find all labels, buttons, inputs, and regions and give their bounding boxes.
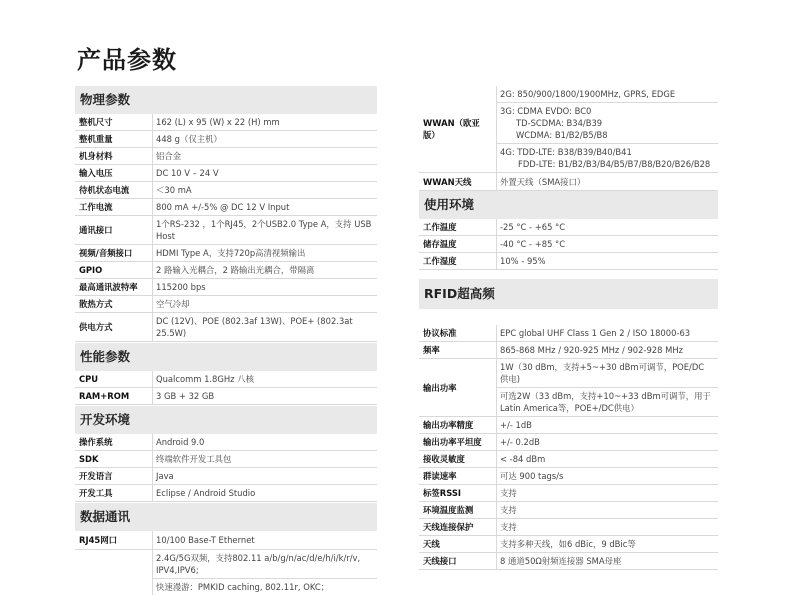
row-value: 162 (L) x 95 (W) x 22 (H) mm [156, 117, 280, 127]
row-value: DC (12V)、POE (802.3af 13W)、POE+ (802.3at 25.5W) [156, 316, 353, 338]
row-value: Eclipse / Android Studio [156, 488, 256, 498]
table-row [419, 253, 718, 270]
table-row [75, 468, 377, 485]
row-key: 视频/音频接口 [75, 245, 153, 261]
row-value-3g [497, 103, 718, 144]
row-key: WWAN天线 [419, 173, 497, 190]
table-row [75, 550, 377, 595]
row-value: 10% - 95% [500, 256, 546, 266]
row-value: 支持多种天线，如6 dBic，9 dBic等 [500, 539, 636, 549]
wwan-4g-line: FDD-LTE: B1/B2/B3/B4/B5/B7/B8/B20/B26/B28 [518, 159, 711, 169]
row-value: -25 °C - +65 °C [500, 222, 566, 232]
row-value: 可选2W（33 dBm，支持+10~+33 dBm可调节，用于 Latin America等，POE+/DC供电） [500, 391, 711, 413]
row-key: RJ45网口 [75, 531, 153, 549]
row-value: 1W（30 dBm，支持+5~+30 dBm可调节，POE/DC 供电) [497, 359, 718, 388]
table-row [419, 553, 718, 570]
row-key: 工作电流 [75, 199, 153, 215]
table-row [75, 245, 377, 262]
wwan-3g-line: TD-SCDMA: B34/B39 [516, 118, 603, 128]
row-value: 支持 [500, 522, 517, 532]
section-physical-title: 物理参数 [75, 86, 377, 114]
row-value: 支持 [500, 505, 517, 515]
env-table [419, 219, 718, 270]
table-row [75, 262, 377, 279]
row-value: 10/100 Base-T Ethernet [156, 535, 255, 545]
row-value: Qualcomm 1.8GHz 八核 [156, 374, 254, 384]
row-value: 865-868 MHz / 920-925 MHz / 902-928 MHz [500, 345, 684, 355]
table-row [419, 485, 718, 502]
table-row [419, 417, 718, 434]
table-row [75, 531, 377, 550]
row-value: Java [156, 471, 174, 481]
row-key: GPIO [75, 262, 153, 278]
row-key: 输出功率精度 [419, 417, 497, 433]
row-key: 开发工具 [75, 485, 153, 501]
performance-table [75, 371, 377, 405]
row-key: RAM+ROM [75, 388, 153, 404]
row-value: 空气冷却 [156, 299, 190, 309]
section-rfid-title: RFID超高频 [419, 279, 718, 309]
wwan-4g-line: 4G: TDD-LTE: B38/B39/B40/B41 [500, 147, 632, 157]
table-row [419, 236, 718, 253]
row-value: 448 g（仅主机） [156, 134, 222, 144]
table-row [419, 536, 718, 553]
section-comm-title: 数据通讯 [75, 503, 377, 531]
row-value: 800 mA +/-5% @ DC 12 V Input [156, 202, 290, 212]
row-key: 工作温度 [419, 219, 497, 235]
row-key: 操作系统 [75, 434, 153, 450]
row-value-4g [497, 144, 718, 172]
row-value: Android 9.0 [156, 437, 205, 447]
row-key: 供电方式 [75, 313, 153, 341]
row-key: 接收灵敏度 [419, 451, 497, 467]
table-row [419, 519, 718, 536]
table-row [75, 485, 377, 502]
row-value: < -84 dBm [500, 454, 546, 464]
row-key: 整机尺寸 [75, 114, 153, 130]
table-row [75, 371, 377, 388]
row-value: +/- 1dB [500, 420, 532, 430]
row-value: -40 °C - +85 °C [500, 239, 566, 249]
row-value: 支持 [500, 488, 517, 498]
row-value: 115200 bps [156, 282, 206, 292]
row-value: EPC global UHF Class 1 Gen 2 / ISO 18000-63 [500, 328, 691, 338]
row-key: 环境温度监测 [419, 502, 497, 518]
row-key: 储存温度 [419, 236, 497, 252]
row-key: 天线连接保护 [419, 519, 497, 535]
row-value: 可达 900 tags/s [500, 471, 564, 481]
row-value: DC 10 V – 24 V [156, 168, 219, 178]
table-row [75, 114, 377, 131]
table-row [75, 216, 377, 245]
table-row-wwan [419, 86, 718, 173]
table-row [75, 296, 377, 313]
table-row [419, 468, 718, 485]
section-env-title: 使用环境 [419, 191, 718, 219]
section-performance-title: 性能参数 [75, 343, 377, 371]
wwan-3g-line: 3G: CDMA EVDO: BC0 [500, 106, 592, 116]
physical-table [75, 114, 377, 342]
table-row [75, 199, 377, 216]
row-key: 机身材料 [75, 148, 153, 164]
row-key: 协议标准 [419, 325, 497, 341]
table-row [75, 182, 377, 199]
row-value: 终端软件开发工具包 [156, 454, 232, 464]
row-key: 天线接口 [419, 553, 497, 569]
row-key: 输出功率 [419, 359, 497, 416]
row-key: 群读速率 [419, 468, 497, 484]
row-key: 最高通讯波特率 [75, 279, 153, 295]
row-key-empty [75, 550, 153, 595]
wwan-3g-line: WCDMA: B1/B2/B5/B8 [516, 130, 608, 140]
row-value: 2G: 850/900/1800/1900MHz, GPRS, EDGE [497, 86, 718, 103]
row-key: 输出功率平坦度 [419, 434, 497, 450]
row-value: 快速漫游：PMKID caching, 802.11r, OKC； [156, 582, 330, 592]
row-key: 天线 [419, 536, 497, 552]
table-row [419, 451, 718, 468]
row-key: CPU [75, 371, 153, 387]
row-key: 开发语言 [75, 468, 153, 484]
table-row [75, 131, 377, 148]
row-key: 输入电压 [75, 165, 153, 181]
row-key: 通讯接口 [75, 216, 153, 244]
row-key: 散热方式 [75, 296, 153, 312]
table-row [75, 313, 377, 342]
left-column [75, 86, 377, 595]
row-value: ＜30 mA [156, 185, 192, 195]
row-key: 待机状态电流 [75, 182, 153, 198]
table-row [75, 388, 377, 405]
page-title: 产品参数 [77, 46, 177, 74]
table-row [419, 359, 718, 417]
row-key: WWAN（欧亚版） [419, 86, 497, 172]
row-key: 频率 [419, 342, 497, 358]
row-key: 整机重量 [75, 131, 153, 147]
table-row [75, 279, 377, 296]
row-value: +/- 0.2dB [500, 437, 540, 447]
row-value: 铝合金 [156, 151, 182, 161]
table-row [419, 219, 718, 236]
row-value: HDMI Type A，支持720p高清视频输出 [156, 248, 306, 258]
table-row [419, 342, 718, 359]
table-row [419, 502, 718, 519]
row-value: 2.4G/5G双频，支持802.11 a/b/g/n/ac/d/e/h/i/k/r/v, IPV4,IPV6; [153, 550, 377, 579]
row-value: 外置天线（SMA接口） [500, 176, 586, 187]
table-row [419, 434, 718, 451]
table-row [75, 165, 377, 182]
row-value: 2 路输入光耦合，2 路输出光耦合，带隔离 [156, 265, 315, 275]
row-value: 8 通道50Ω射频连接器 SMA母座 [500, 556, 622, 566]
row-key: 工作湿度 [419, 253, 497, 269]
row-key: SDK [75, 451, 153, 467]
table-row [75, 451, 377, 468]
row-value: 1个RS-232 ，1个RJ45，2个USB2.0 Type A，支持 USB Host [156, 219, 372, 241]
section-dev-title: 开发环境 [75, 406, 377, 434]
rfid-table [419, 417, 718, 570]
row-value: 3 GB + 32 GB [156, 391, 215, 401]
table-row [75, 148, 377, 165]
right-column [419, 86, 718, 570]
table-row [419, 325, 718, 342]
table-row [75, 434, 377, 451]
dev-table [75, 434, 377, 502]
table-row [419, 173, 718, 191]
row-key: 标签RSSI [419, 485, 497, 501]
